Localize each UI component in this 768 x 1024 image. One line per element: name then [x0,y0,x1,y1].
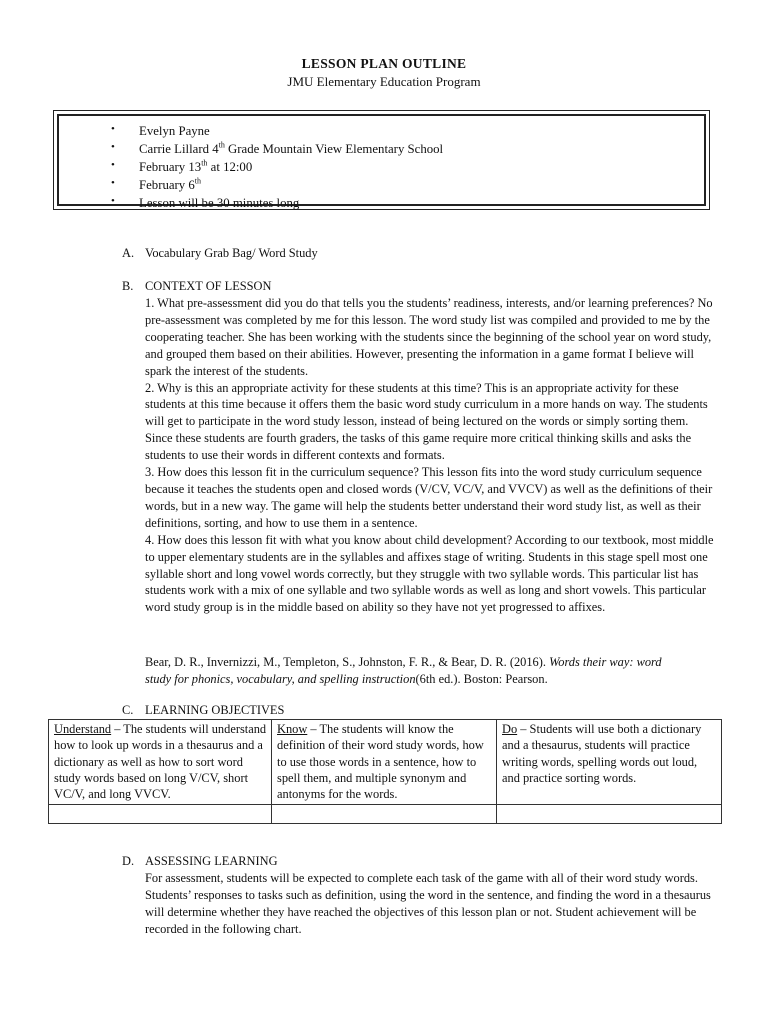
context-paragraph: 4. How does this lesson fit with what you know about child development? According to our textbook, most middle to upper elementary students are in the syllables and affixes stage of writing. Students in this stage spell most one syllable short and long vowel words correctly, but they struggle with two syllable words. This particular list has students work with a mix of one syllable and two syllable words as well as long and short vowels. This particular word study group is in the middle based on ability so they have not yet progressed to affixes. [145,532,714,615]
section-letter: A. [122,246,135,260]
section-letter: B. [122,279,134,293]
time-text: at 12:00 [207,160,253,174]
info-item-date [111,176,443,194]
info-item-date-time [111,158,443,176]
context-paragraph: 3. How does this lesson fit in the curriculum sequence? This lesson fits into the word study curriculum sequence because it teaches the students open and closed words (V/CV, VC/V, and VVCV) as well as the definitions of their words, but in a new way. The game will help the students better understand their word study list, as well as their definitions, sorting, and how to use them in a sentence. [145,465,713,530]
objective-text: – The students will know the definition of their word study words, how to use those words in a sentence, how to spell them, and multiple synonym and antonyms for the words. [277,722,484,802]
assessment-body [145,870,718,938]
bullet-icon: • [111,123,115,135]
bullet-icon: • [111,195,115,207]
objective-know-cell [272,720,497,805]
info-item-duration [111,194,443,212]
assessment-paragraph: For assessment, students will be expected to complete each task of the game with all of their word study words. Students’ responses to tasks such as definition, using the word in the sentence, and finding the word in a thesaurus will determine whether they have reached the objectives of this lesson plan or not. Student achievement will be recorded in the following chart. [145,871,711,936]
objective-key: Understand [54,722,112,736]
section-letter: D. [122,854,135,868]
citation-authors: Bear, D. R., Invernizzi, M., Templeton, S., Johnston, F. R., & Bear, D. R. (2016). [145,655,550,669]
section-title: LEARNING OBJECTIVES [145,703,285,717]
table-row [49,720,722,805]
section-title: Vocabulary Grab Bag/ Word Study [145,246,318,260]
info-box-inner-border [57,114,706,210]
page-title: LESSON PLAN OUTLINE [301,56,467,71]
ordinal-suffix: th [201,158,208,168]
info-item-teacher [111,140,443,158]
ordinal-suffix: th [194,176,202,186]
section-title: ASSESSING LEARNING [145,854,278,868]
bullet-icon: • [111,141,115,153]
context-paragraph: 2. Why is this an appropriate activity for these students at this time? This is an appropriate activity for these students at this time because it offers them the basic word study curriculum in a more hands on way. The students will get to participate in the word study lesson, instead of being lectured on the words or simply sorting them. Since these students are fourth graders, the tasks of this game require more critical thinking skills and asks the students to use their words in different contexts and formats. [145,380,708,463]
empty-cell [497,805,722,824]
school-text: Grade Mountain View Elementary School [224,142,444,156]
citation-publisher: (6th ed.). Boston: Pearson. [415,672,548,686]
context-paragraph: 1. What pre-assessment did you do that tells you the students’ readiness, interests, and/or learning preferences? No pre-assessment was completed by me for this lesson. The word study list was compiled and provided to me by the cooperating teacher. She has been working with the students since the beginning of the school year on word study, and grouped them based on their abilities. However, presenting the information in a game format I believe will spark the interest of the students. [145,296,713,378]
duration-text: Lesson will be 30 minutes long [139,196,300,210]
date-text: February 13 [139,160,202,174]
info-box [53,110,710,210]
date-text: February 6 [139,178,195,192]
objective-key: Know [277,722,308,736]
bullet-icon: • [111,177,115,189]
context-body [145,295,718,616]
info-list [111,122,443,212]
objective-text: – The students will understand how to look up words in a thesaurus and a dictionary as well as how to sort word study words based on long V/CV, short VC/V, and long VVCV. [54,722,267,802]
empty-cell [49,805,272,824]
teacher-text: Carrie Lillard 4 [139,142,219,156]
objective-text: – Students will use both a dictionary and a thesaurus, students will practice writing words, spelling words out loud, and practice sorting words. [502,722,702,785]
objective-key: Do [502,722,518,736]
table-row [49,805,722,824]
ordinal-suffix: th [218,140,225,150]
citation [145,654,665,688]
info-item-name [111,122,443,140]
objective-do-cell [497,720,722,805]
page-subtitle: JMU Elementary Education Program [287,74,481,89]
citation-title: Words their way: word study for phonics, vocabulary, and spelling instruction [145,655,662,686]
empty-cell [272,805,497,824]
bullet-icon: • [111,159,115,171]
student-name: Evelyn Payne [139,124,210,138]
section-letter: C. [122,703,134,717]
objectives-table [48,719,722,824]
section-title: CONTEXT OF LESSON [145,279,272,293]
objective-understand-cell [49,720,272,805]
